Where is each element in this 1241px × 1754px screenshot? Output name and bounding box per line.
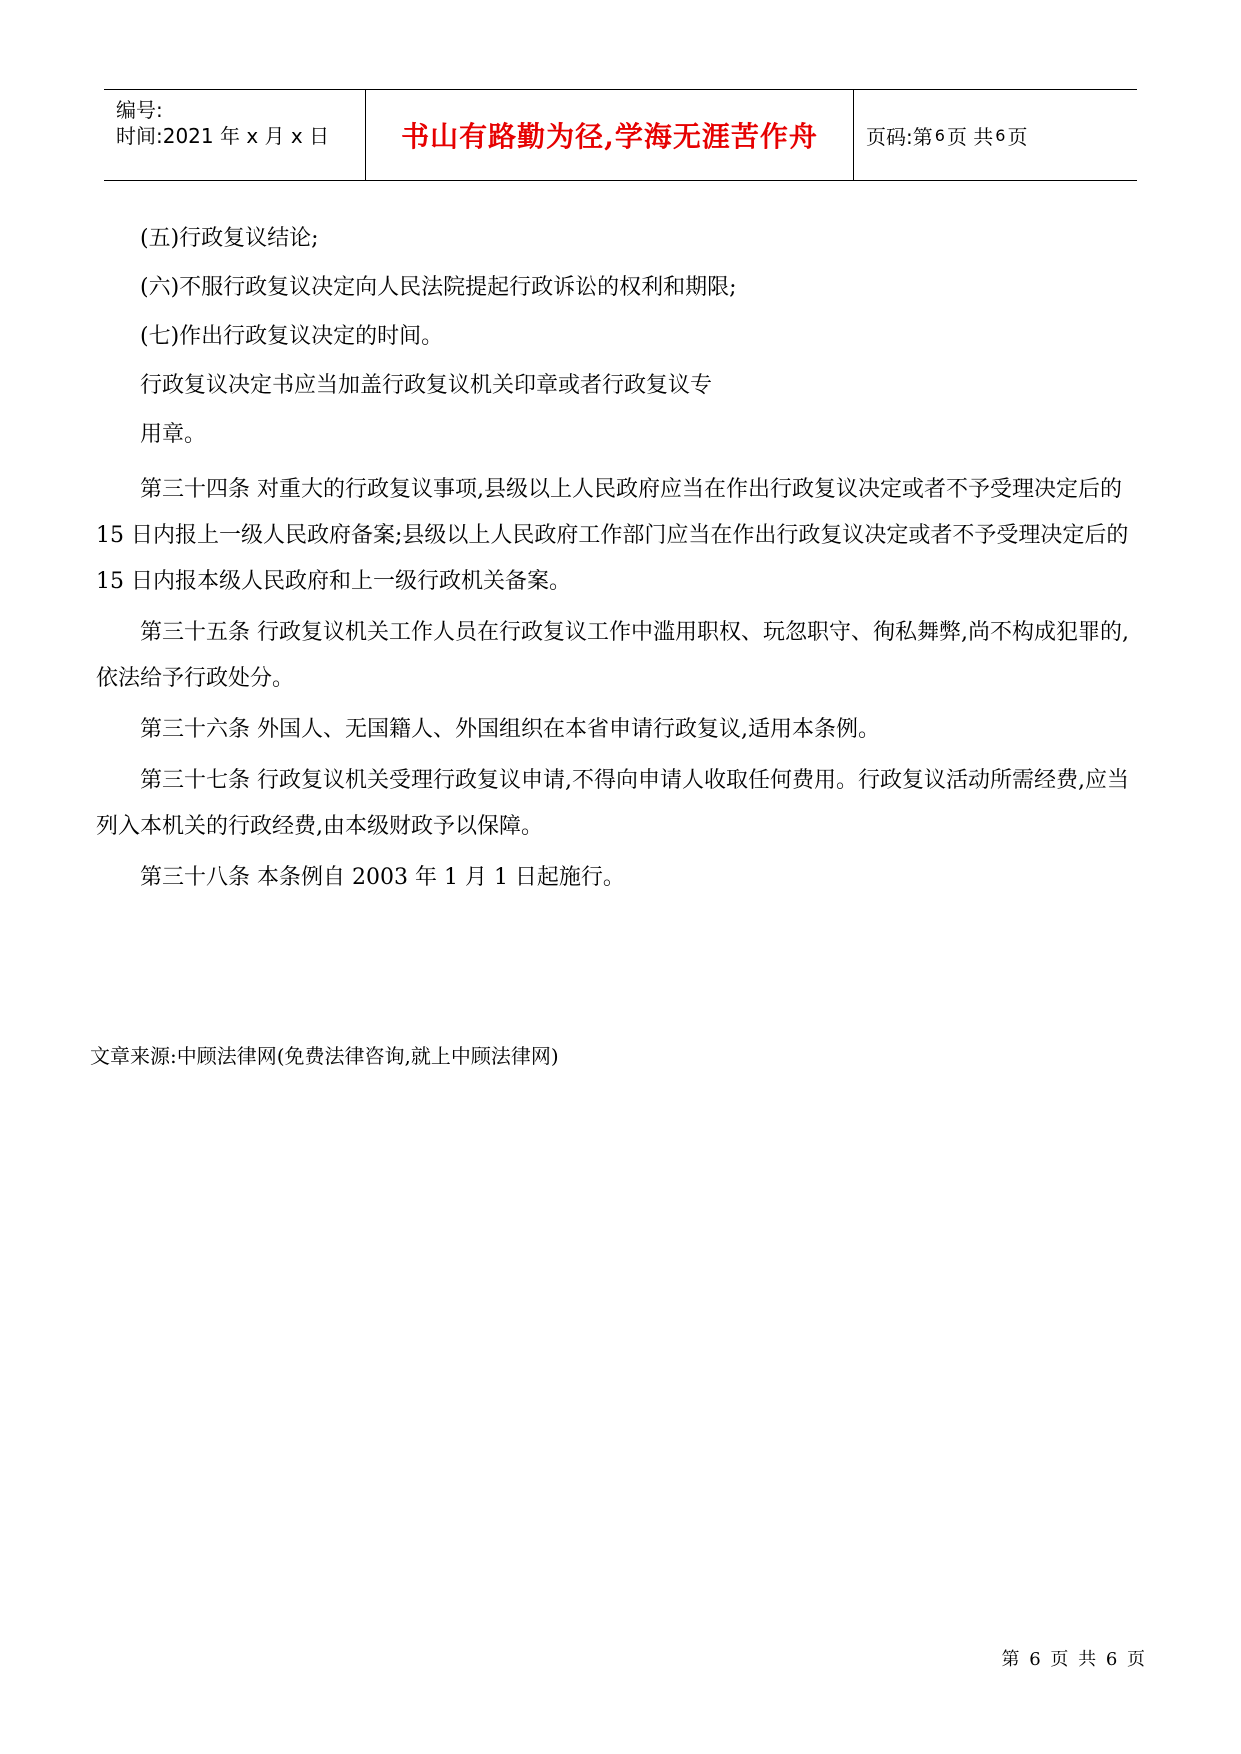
page-total: 6 xyxy=(995,125,1006,145)
page-label: 页码:第 xyxy=(866,124,933,149)
time-label: 时间:2021 年 x 月 x 日 xyxy=(116,124,330,148)
seal-paragraph-line1: 行政复议决定书应当加盖行政复议机关印章或者行政复议专 xyxy=(140,373,713,398)
header-page-cell xyxy=(854,90,1137,180)
article-36: 第三十六条 外国人、无国籍人、外国组织在本省申请行政复议,适用本条例。 xyxy=(140,717,880,742)
page-mid: 页 共 xyxy=(946,124,994,149)
motto: 书山有路勤为径,学海无涯苦作舟 xyxy=(401,120,818,153)
source-note: 文章来源:中顾法律网(免费法律咨询,就上中顾法律网) xyxy=(90,1044,559,1068)
article-34: 第三十四条 对重大的行政复议事项,县级以上人民政府应当在作出行政复议决定或者不予受理决定后的 15 日内报上一级人民政府备案;县级以上人民政府工作部门应当在作出行政复议决定或者不予受理决定后的 15 日内报本级人民政府和上一级行政机关备案。 xyxy=(96,477,1129,594)
header-table xyxy=(104,89,1137,181)
document-body xyxy=(96,222,1146,906)
page-suffix: 页 xyxy=(1007,124,1028,149)
list-item: (五)行政复议结论; xyxy=(140,226,319,251)
seal-paragraph-line2: 用章。 xyxy=(140,422,207,447)
list-item: (七)作出行政复议决定的时间。 xyxy=(140,324,444,349)
serial-label: 编号: xyxy=(116,98,163,122)
article-38: 第三十八条 本条例自 2003 年 1 月 1 日起施行。 xyxy=(140,865,625,890)
list-item: (六)不服行政复议决定向人民法院提起行政诉讼的权利和期限; xyxy=(140,275,737,300)
article-37: 第三十七条 行政复议机关受理行政复议申请,不得向申请人收取任何费用。行政复议活动所需经费,应当列入本机关的行政经费,由本级财政予以保障。 xyxy=(96,768,1129,839)
decision-items-list xyxy=(116,222,1146,354)
page-current: 6 xyxy=(934,125,945,145)
header-left-cell xyxy=(104,90,366,180)
page-footer: 第 6 页 共 6 页 xyxy=(1001,1649,1147,1670)
header-motto-cell xyxy=(366,90,854,180)
article-35: 第三十五条 行政复议机关工作人员在行政复议工作中滥用职权、玩忽职守、徇私舞弊,尚不构成犯罪的,依法给予行政处分。 xyxy=(96,620,1129,691)
